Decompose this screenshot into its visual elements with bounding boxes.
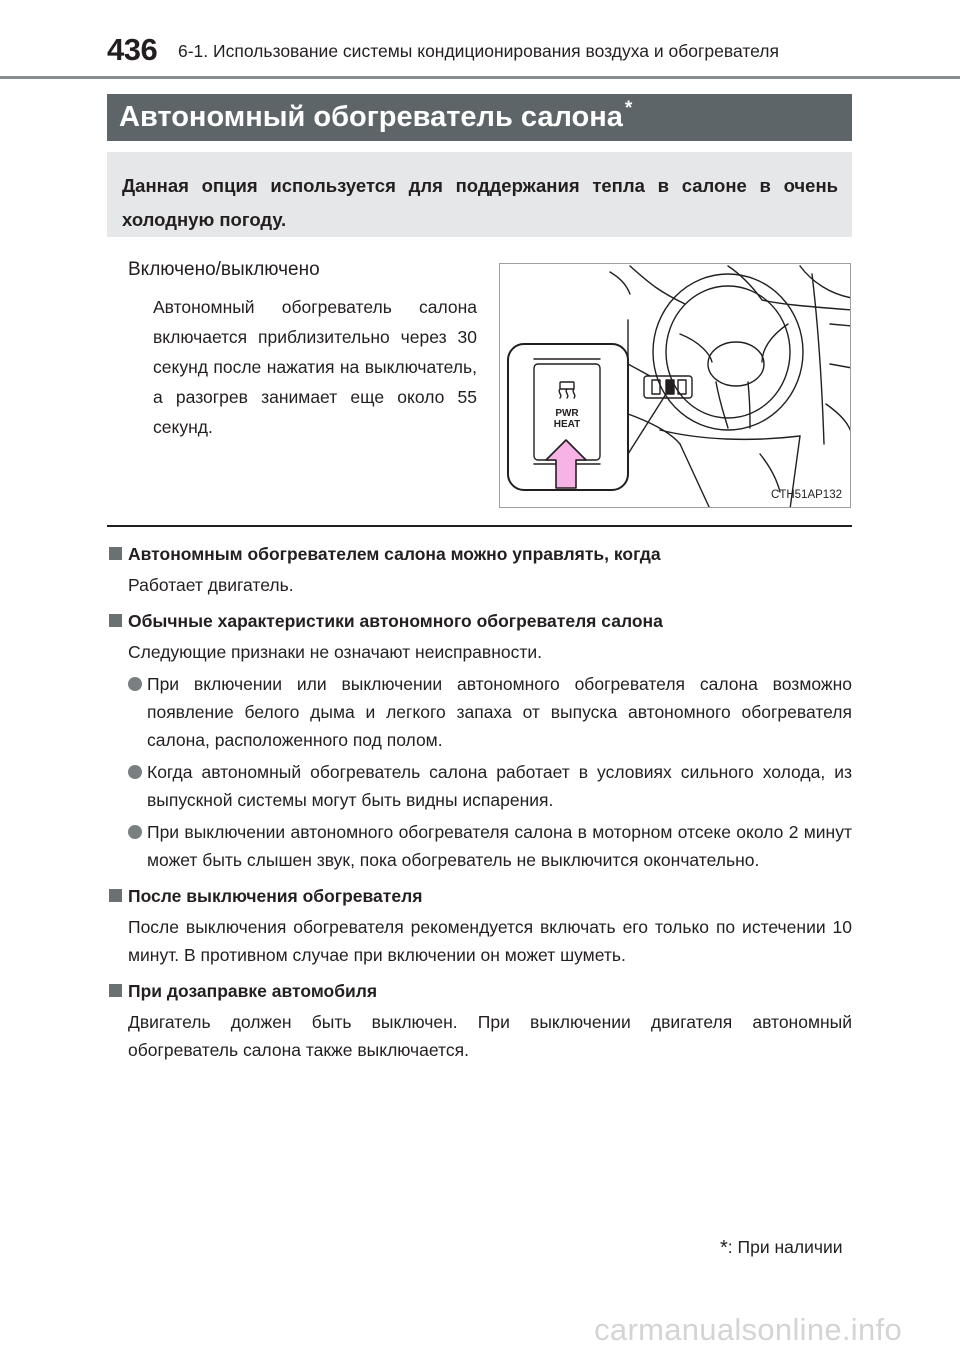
footnote-star: * [720,1237,728,1259]
section-title [119,98,633,134]
circle-bullet-icon [128,677,142,691]
section-text: Двигатель должен быть выключен. При выключении двигателя автономный обогреватель салона также выключается. [128,1012,852,1060]
list-item [128,670,852,754]
onoff-heading: Включено/выключено [128,259,320,280]
footnote [720,1236,843,1259]
list-item [128,758,852,814]
circle-bullet-icon [128,765,142,779]
list-item-text: При включении или выключении автономного обогревателя салона возможно появление белого дыма и легкого запаха от выпуска автономного обогревателя салона, расположенного под полом. [147,674,852,750]
section-text: Работает двигатель. [128,575,294,595]
watermark: carmanualsonline.info [594,1312,902,1347]
page-number: 436 [107,32,158,67]
section-heading-operation [107,540,852,568]
list-item-text: Когда автономный обогреватель салона работает в условиях сильного холода, из выпускной системы могут быть видны испарения. [147,762,852,810]
intro-text: Данная опция используется для поддержания тепла в салоне в очень холодную погоду. [122,175,838,230]
chapter-title: 6-1. Использование системы кондиционирования воздуха и обогревателя [178,41,779,61]
square-bullet-icon [109,889,122,902]
list-item [128,818,852,874]
circle-bullet-icon [128,825,142,839]
section-title-text: Автономный обогреватель салона [119,101,623,133]
footnote-text: : При наличии [727,1237,843,1257]
section-heading-refueling [107,977,852,1005]
dashboard-drawing [500,264,851,508]
list-item-text: При выключении автономного обогревателя салона в моторном отсеке около 2 минут может быть слышен звук, пока обогреватель не выключится окончательно. [147,822,852,870]
availability-star: * [624,98,633,119]
illustration-code: CTH51AP132 [771,489,842,501]
switch-label-heat: HEAT [553,419,581,430]
section-heading-after-off [107,882,852,910]
switch-label-pwr: PWR [555,408,579,419]
header-divider [0,76,960,79]
info-sections [107,540,852,1064]
section-divider [107,525,852,527]
section-text: После выключения обогревателя рекомендуется включать его только по истечении 10 минут. В противном случае при включении он может шуметь. [128,917,852,965]
section-heading-characteristics [107,607,852,635]
section-heading-text: После выключения обогревателя [128,886,423,906]
square-bullet-icon [109,547,122,560]
section-heading-text: Обычные характеристики автономного обогревателя салона [128,611,663,631]
section-heading-text: Автономным обогревателем салона можно управлять, когда [128,544,661,564]
heater-switch-illustration [499,263,851,508]
square-bullet-icon [109,614,122,627]
onoff-description: Автономный обогреватель салона включается приблизительно через 30 секунд после нажатия на выключатель, а разогрев занимает еще около 55 секунд. [153,297,477,437]
square-bullet-icon [109,984,122,997]
section-title-bar [107,94,852,141]
page-header [0,30,960,80]
intro-box [107,152,852,237]
section-text: Следующие признаки не означают неисправности. [128,642,543,662]
section-heading-text: При дозаправке автомобиля [128,981,378,1001]
